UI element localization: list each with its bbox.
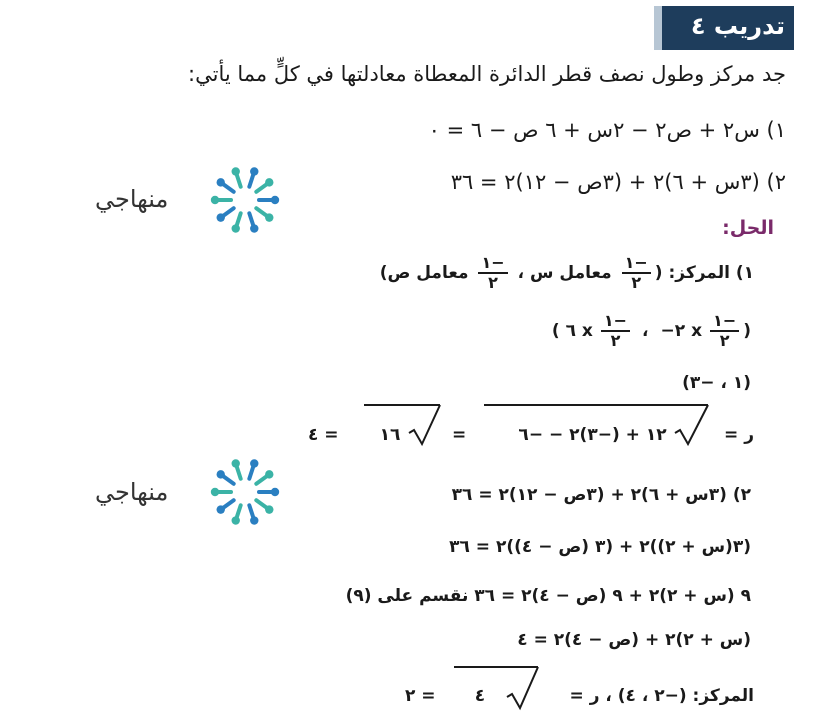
logo-person-body <box>256 182 269 191</box>
fraction-den: ٢ <box>610 331 621 350</box>
s1-step-y: x ٦ ) <box>551 321 593 341</box>
s1-coef-y: معامل ص) <box>379 263 469 283</box>
logo-person-body <box>236 463 241 478</box>
s2-line-1: ٢) (٣س + ٦)٢ + (٣ص − ١٢)٢ = ٣٦ <box>451 485 751 505</box>
logo-person-body <box>236 171 241 186</box>
s1-center-value: (١ ، −٣) <box>682 373 751 393</box>
fraction-den: ٢ <box>631 273 642 292</box>
s1-center-prefix: ١) المركز: ( <box>654 263 754 283</box>
logo-person-body <box>221 474 234 483</box>
manhaji-logo-icon <box>205 452 285 532</box>
manhaji-logo-icon <box>205 160 285 240</box>
logo-person-body <box>236 505 241 520</box>
fraction-num: −١ <box>622 254 651 274</box>
s2-line-3: ٩ (س + ٢)٢ + ٩ (ص − ٤)٢ = ٣٦ نقسم على (٩) <box>345 586 751 606</box>
logo-person-body <box>256 474 269 483</box>
s2-line-2: (٣(س + ٢))٢ + (٣ (ص − ٤))٢ = ٣٦ <box>449 537 751 557</box>
s1-r-label: ر = <box>724 425 754 445</box>
s2-line-4: (س + ٢)٢ + (ص − ٤)٢ = ٤ <box>517 630 751 650</box>
logo-text: منهاجي <box>95 478 169 506</box>
logo-text: منهاجي <box>95 185 169 213</box>
s1-center-formula <box>380 254 754 292</box>
fraction-num: −١ <box>710 312 739 332</box>
s1-result: = ٤ <box>308 425 339 445</box>
s2-result: = ٢ <box>405 686 436 706</box>
logo-person-body <box>249 463 254 478</box>
s1-step-x: x ٢− <box>660 321 703 341</box>
header-title: تدريب ٤ <box>690 12 785 40</box>
logo-person-body <box>256 500 269 509</box>
fraction <box>601 312 630 350</box>
solution-label: الحل: <box>722 217 774 239</box>
s1-coef-x: معامل س ، <box>517 263 612 283</box>
s1-sqrt16: ١٦ <box>379 425 401 445</box>
logo-person-body <box>221 182 234 191</box>
logo-person-body <box>221 208 234 217</box>
fraction <box>622 254 651 292</box>
s1-eq: = <box>452 425 467 445</box>
fraction <box>478 254 507 292</box>
fraction-num: −١ <box>478 254 507 274</box>
s2-center: المركز: (−٢ ، ٤) ، ر = <box>569 686 754 706</box>
s1-step-open: ( <box>743 321 751 341</box>
logo-person-body <box>236 213 241 228</box>
question-2: ٢) (٣س + ٦)٢ + (٣ص − ١٢)٢ = ٣٦ <box>450 170 786 194</box>
question-1: ١) س٢ + ص٢ − ٢س + ٦ ص − ٦ = ٠ <box>428 118 786 142</box>
logo-person-body <box>249 213 254 228</box>
logo-person-body <box>249 505 254 520</box>
fraction-num: −١ <box>601 312 630 332</box>
fraction-den: ٢ <box>719 331 730 350</box>
logo-person-body <box>256 208 269 217</box>
fraction-den: ٢ <box>488 273 498 292</box>
s1-substitution <box>548 312 751 350</box>
s1-step-comma: ، <box>642 321 649 341</box>
s1-r-inner: ١٢ + (−٣)٢ − −٦ <box>518 425 667 445</box>
logo-person-body <box>221 500 234 509</box>
logo-person-body <box>249 171 254 186</box>
fraction <box>710 312 739 350</box>
s2-sqrt-val: ٤ <box>474 686 486 706</box>
prompt-text: جد مركز وطول نصف قطر الدائرة المعطاة معادلتها في كلٍّ مما يأتي: <box>188 62 786 86</box>
